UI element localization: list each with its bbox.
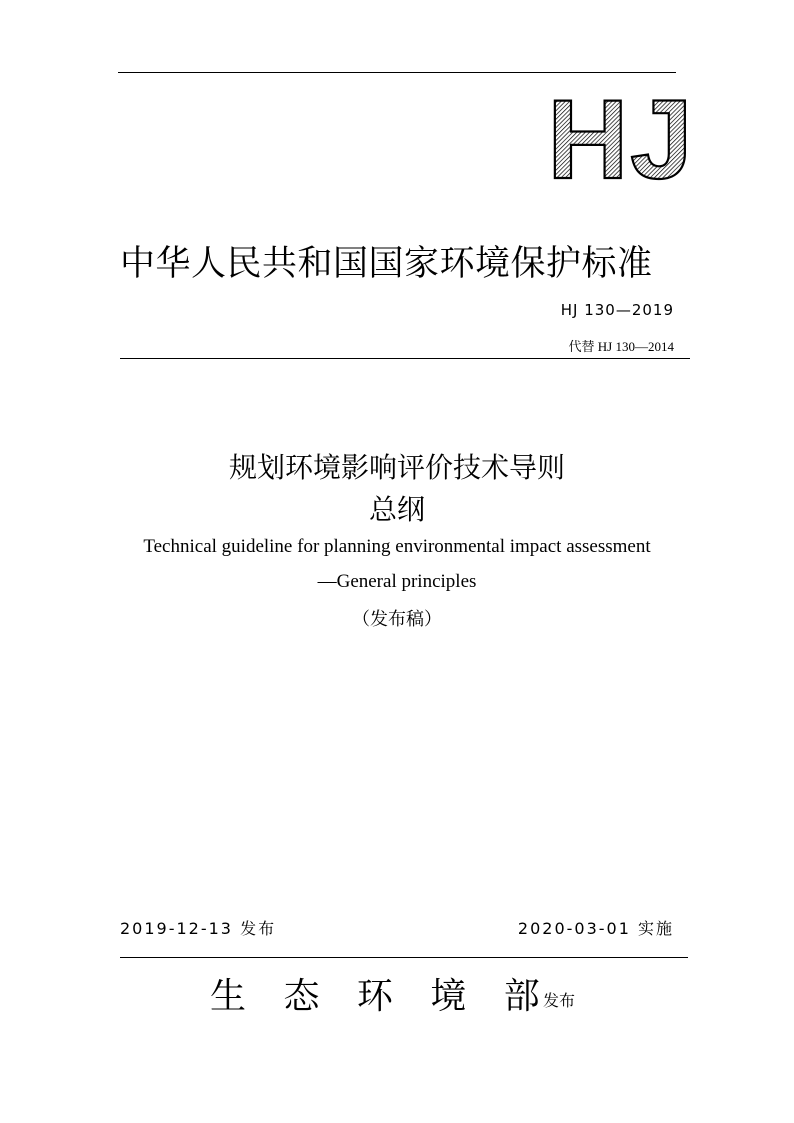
logo-text: HJ [547, 92, 695, 184]
footer-rule [120, 957, 688, 958]
issue-date: 2019-12-13 发布 [120, 919, 277, 938]
document-subtitle-en: —General principles [317, 571, 477, 592]
effective-date: 2020-03-01 实施 [517, 919, 674, 938]
replaces-note: 代替 HJ 130—2014 [568, 339, 674, 354]
hj-logo [536, 92, 706, 184]
document-subtitle-cn: 总纲 [368, 493, 425, 526]
document-title-en: Technical guideline for planning environmental impact assessment [143, 536, 651, 557]
top-rule [118, 72, 676, 73]
document-title-cn: 规划环境影响评价技术导则 [228, 451, 565, 484]
standard-number: HJ 130—2019 [560, 301, 674, 319]
org-title: 中华人民共和国国家环境保护标准 [120, 244, 653, 284]
publisher-name: 生 态 环 境 部 [210, 976, 546, 1017]
header-rule [120, 358, 690, 359]
release-status: （发布稿） [352, 609, 442, 630]
publish-label: 发布 [543, 991, 576, 1010]
